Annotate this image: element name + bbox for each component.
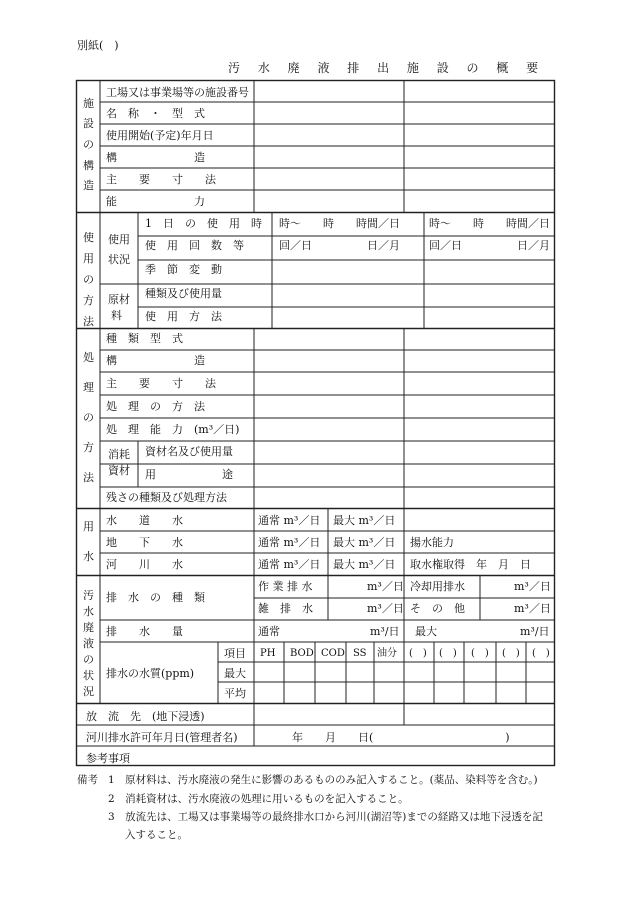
reference-label: 参考事項 xyxy=(86,752,130,765)
usage-status-label: 使用 xyxy=(108,233,130,246)
treatment-group-char: の xyxy=(83,411,94,424)
page-title: 汚 水 廃 液 排 出 施 設 の 概 要 xyxy=(228,61,546,75)
usage-count-cell[interactable]: 回／日 日／月 xyxy=(279,239,400,252)
treatment-consumable-label: 資材 xyxy=(108,464,130,477)
usage-group-char: の xyxy=(83,273,94,286)
discharge-kind-unit: m³／日 xyxy=(514,580,551,593)
notes-prefix: 備考 xyxy=(77,774,98,786)
facility-group-char: 施 xyxy=(83,97,94,110)
facility-row-label: 名 称 ・ 型 式 xyxy=(106,107,205,120)
discharge-group-char: 況 xyxy=(83,685,94,698)
attachment-label: 別紙( ) xyxy=(77,39,119,52)
discharge-group-char: 汚 xyxy=(83,589,94,602)
water-group-char: 用 xyxy=(83,520,94,533)
facility-row-label: 工場又は事業場等の施設番号 xyxy=(106,86,249,99)
note-item: 3 放流先は、工場又は事業場等の最終排水口から河川(湖沼等)までの経路又は地下浸透を記 xyxy=(108,811,543,823)
quality-item: PH xyxy=(260,648,276,659)
usage-group-char: 使 xyxy=(83,231,94,244)
usage-status-label: 状況 xyxy=(108,253,130,266)
discharge-group-char: の xyxy=(83,653,94,666)
water-max: 最大 m³／日 xyxy=(333,536,396,549)
treatment-row-label: 資材名及び使用量 xyxy=(145,445,233,458)
treatment-row-label: 用 途 xyxy=(145,468,233,481)
usage-row-label: 使 用 方 法 xyxy=(145,310,222,323)
usage-count-cell[interactable]: 回／日 日／月 xyxy=(429,239,550,252)
quality-item: ( ) xyxy=(439,648,457,659)
treatment-group-char: 理 xyxy=(83,381,94,394)
facility-row-label: 能 力 xyxy=(106,195,205,208)
quality-row-label: 最大 xyxy=(224,667,246,680)
water-row-label: 河 川 水 xyxy=(106,558,183,571)
usage-group-char: 方 xyxy=(83,294,94,307)
release-label: 放 流 先 (地下浸透) xyxy=(86,710,205,723)
discharge-group-char: 水 xyxy=(83,605,94,618)
water-row-label: 地 下 水 xyxy=(106,536,183,549)
discharge-kind-unit: m³／日 xyxy=(367,580,404,593)
treatment-consumable-label: 消耗 xyxy=(108,448,130,461)
discharge-quality-label: 排水の水質(ppm) xyxy=(106,667,195,680)
facility-row-label: 使用開始(予定)年月日 xyxy=(106,129,214,142)
usage-material-label: 原材 xyxy=(108,293,130,306)
discharge-kind-unit: m³／日 xyxy=(514,602,551,615)
water-normal: 通常 m³／日 xyxy=(258,558,321,571)
treatment-row-label: 処 理 能 力 (m³／日) xyxy=(106,423,240,436)
quality-item: BOD xyxy=(290,648,314,659)
water-max: 最大 m³／日 xyxy=(333,558,396,571)
treatment-group-char: 処 xyxy=(83,351,94,364)
discharge-group-char: 状 xyxy=(83,669,94,682)
water-normal: 通常 m³／日 xyxy=(258,514,321,527)
water-extra: 揚水能力 xyxy=(410,536,454,549)
treatment-row-label: 種 類 型 式 xyxy=(106,332,183,345)
quality-item: ( ) xyxy=(471,648,489,659)
discharge-kind-unit: m³／日 xyxy=(367,602,404,615)
water-normal: 通常 m³／日 xyxy=(258,536,321,549)
usage-hours-cell[interactable]: 時～ 時 時間／日 xyxy=(429,217,550,230)
facility-group-char: 造 xyxy=(83,179,94,192)
usage-hours-cell[interactable]: 時～ 時 時間／日 xyxy=(279,217,400,230)
usage-material-label: 料 xyxy=(111,309,122,322)
facility-group-char: の xyxy=(83,138,94,151)
facility-row-label: 構 造 xyxy=(106,151,205,164)
discharge-kind-name: 作 業 排 水 xyxy=(258,580,313,593)
discharge-group-char: 液 xyxy=(83,637,94,650)
discharge-amount-max-unit: m³/日 xyxy=(520,625,550,638)
discharge-group-char: 廃 xyxy=(83,621,94,634)
water-max: 最大 m³／日 xyxy=(333,514,396,527)
note-item: 1 原材料は、汚水廃液の発生に影響のあるもののみ記入すること。(薬品、染料等を含む。) xyxy=(108,774,538,786)
usage-group-char: 法 xyxy=(83,315,94,328)
water-group-char: 水 xyxy=(83,550,94,563)
usage-group-char: 用 xyxy=(83,252,94,265)
treatment-group-char: 方 xyxy=(83,441,94,454)
facility-group-char: 構 xyxy=(83,159,94,172)
quality-item: SS xyxy=(353,648,367,659)
treatment-row-label: 処 理 の 方 法 xyxy=(106,400,205,413)
discharge-amount-max: 最大 xyxy=(415,625,437,638)
usage-row-label: 1 日 の 使 用 時 xyxy=(145,217,262,230)
quality-item: ( ) xyxy=(532,648,550,659)
discharge-amount-normal: 通常 xyxy=(258,625,280,638)
permit-label: 河川排水許可年月日(管理者名) xyxy=(86,731,238,744)
water-row-label: 水 道 水 xyxy=(106,514,183,527)
discharge-kind-name: そ の 他 xyxy=(410,602,465,615)
note-item: 入すること。 xyxy=(125,829,188,841)
usage-row-label: 季 節 変 動 xyxy=(145,263,222,276)
treatment-row-label: 残さの種類及び処理方法 xyxy=(106,491,227,504)
facility-row-label: 主 要 寸 法 xyxy=(106,173,216,186)
usage-row-label: 使 用 回 数 等 xyxy=(145,239,244,252)
discharge-kind-name: 冷却用排水 xyxy=(410,580,465,593)
treatment-row-label: 主 要 寸 法 xyxy=(106,377,216,390)
discharge-kind-name: 雑 排 水 xyxy=(258,602,313,615)
water-extra: 取水権取得 年 月 日 xyxy=(410,558,531,571)
discharge-amount-label: 排 水 量 xyxy=(106,625,183,638)
facility-group-char: 設 xyxy=(83,117,94,130)
quality-row-label: 平均 xyxy=(224,687,246,700)
permit-value[interactable]: 年 月 日( ) xyxy=(292,731,510,744)
discharge-amount-normal-unit: m³/日 xyxy=(370,625,400,638)
discharge-kind-label: 排 水 の 種 類 xyxy=(106,591,205,604)
quality-item: COD xyxy=(321,648,345,659)
quality-row-label: 項目 xyxy=(224,647,246,660)
treatment-group-char: 法 xyxy=(83,471,94,484)
quality-item: ( ) xyxy=(502,648,520,659)
usage-row-label: 種類及び使用量 xyxy=(145,287,222,300)
treatment-row-label: 構 造 xyxy=(106,354,205,367)
note-item: 2 消耗資材は、汚水廃液の処理に用いるものを記入すること。 xyxy=(108,793,409,805)
quality-item: 油分 xyxy=(377,648,397,659)
quality-item: ( ) xyxy=(409,648,427,659)
